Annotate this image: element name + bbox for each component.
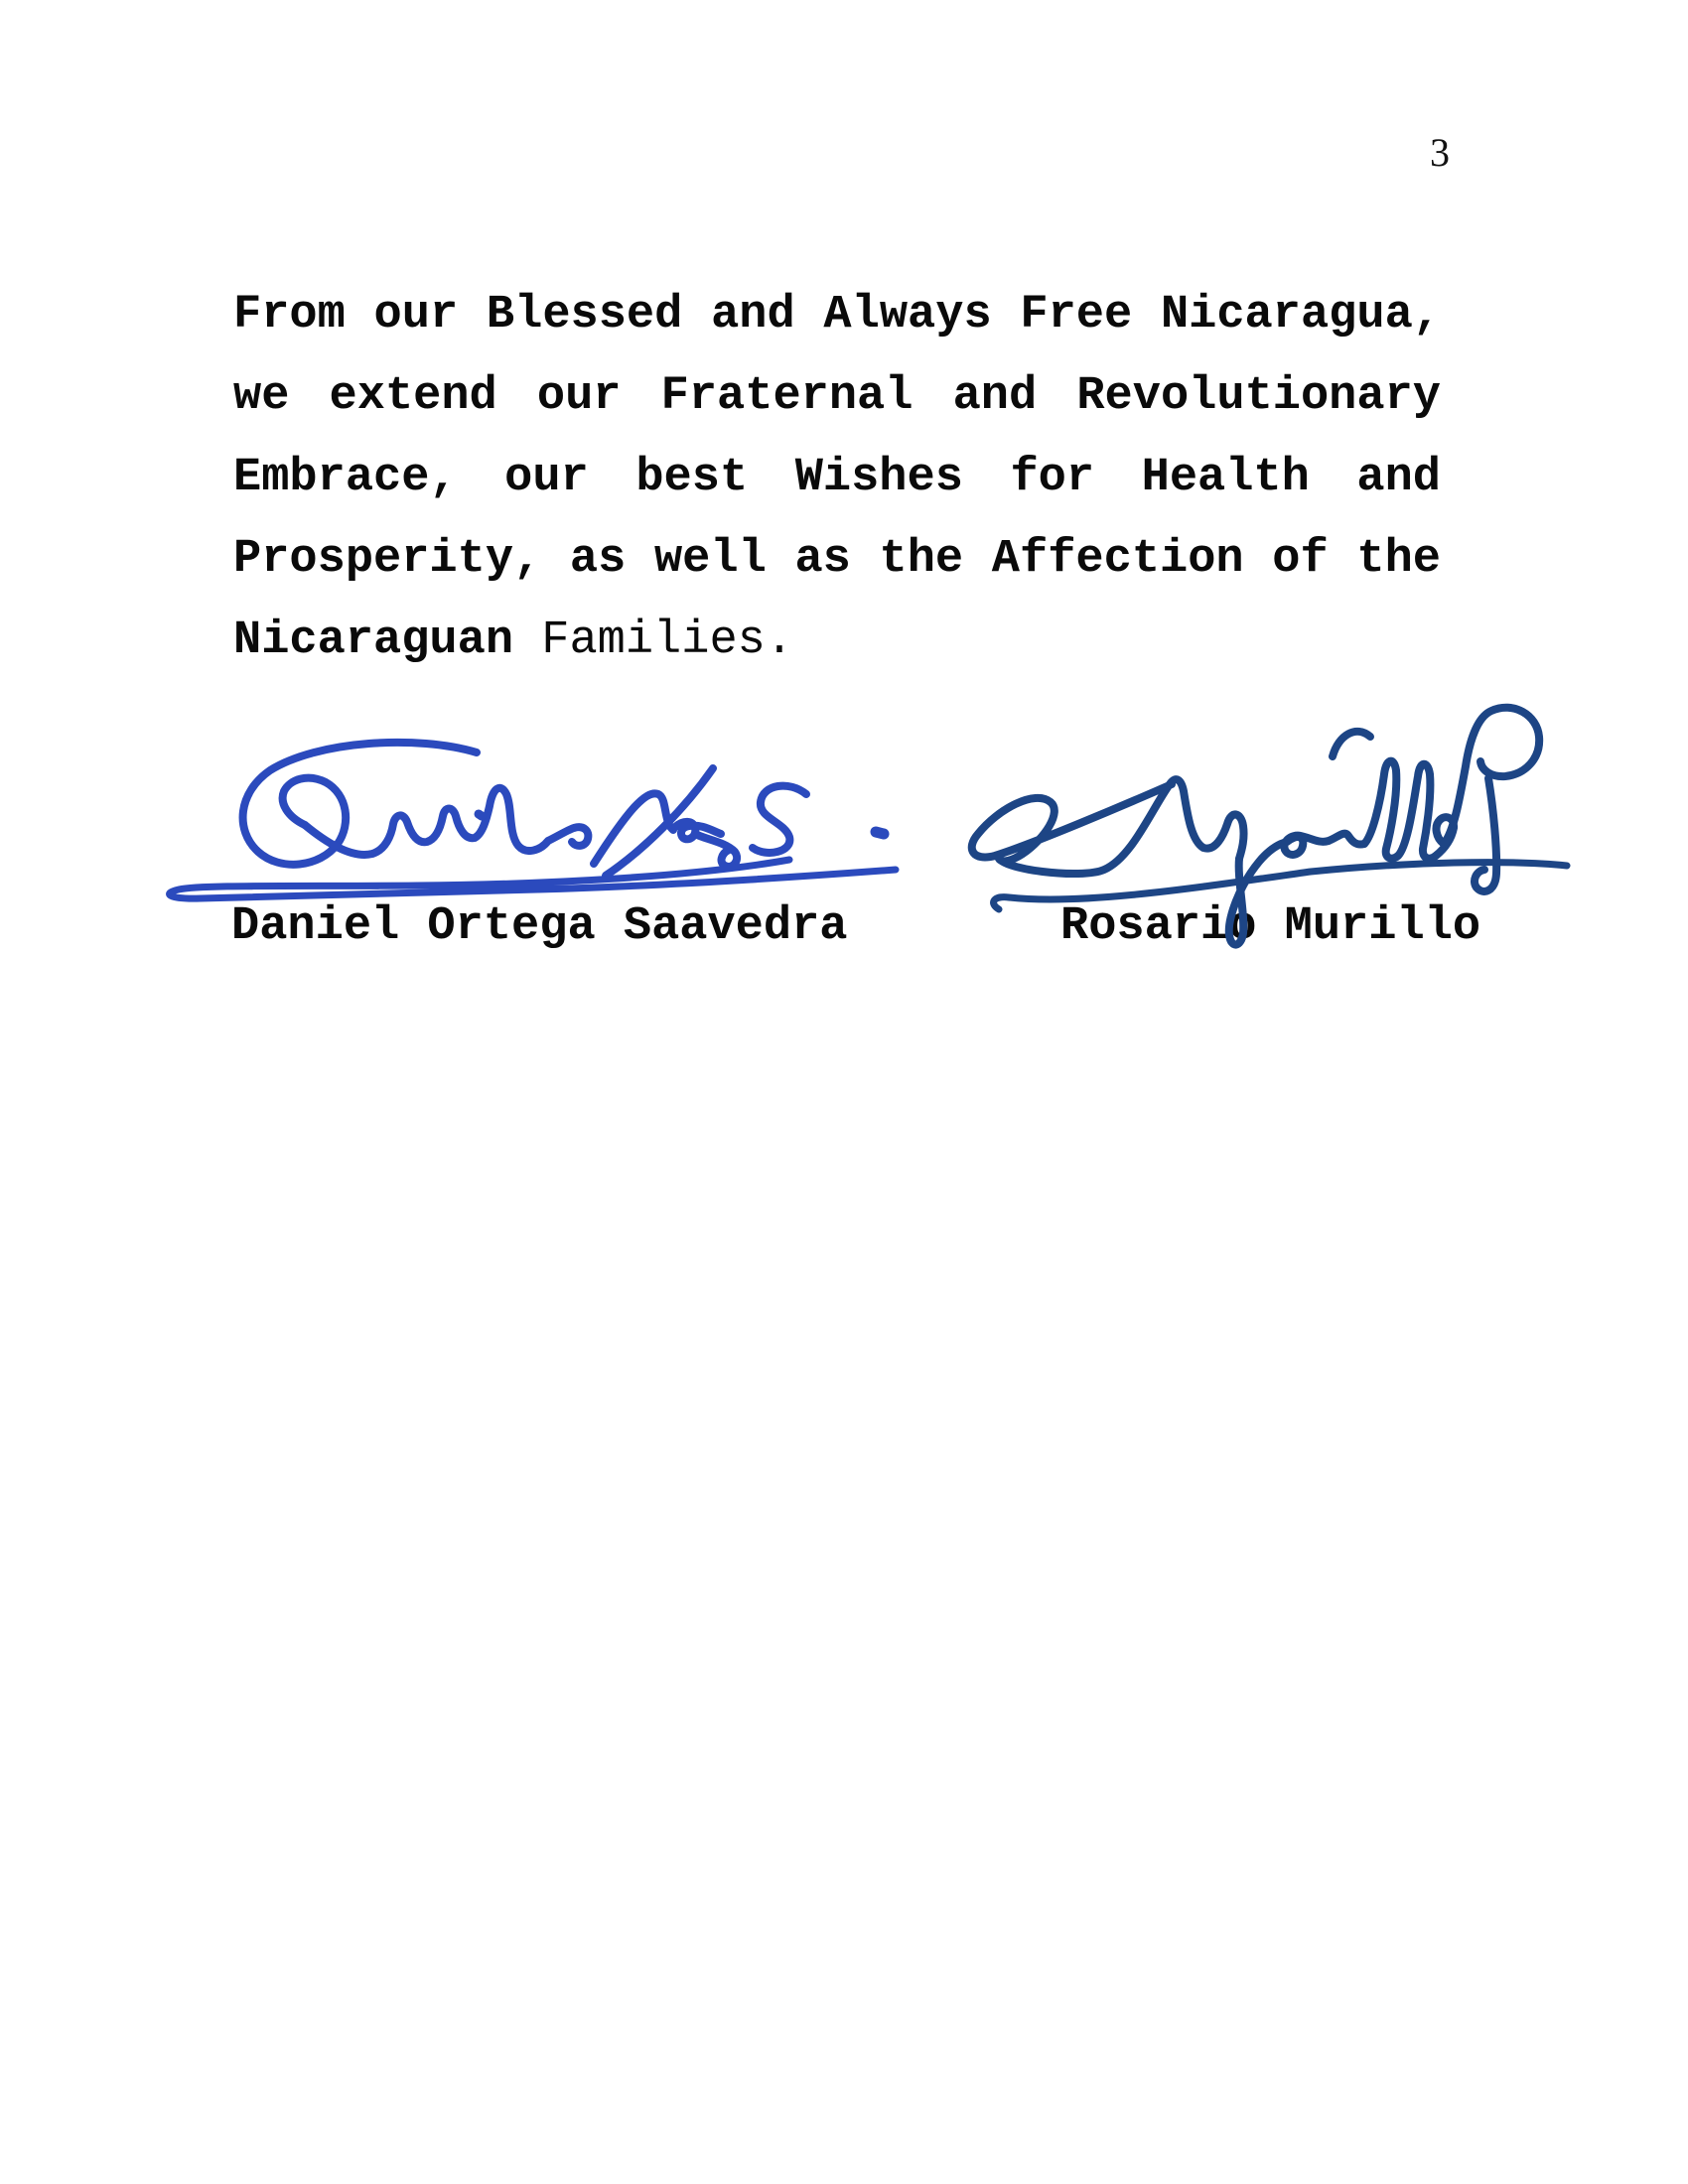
body-line: Prosperity, as well as the Affection of the bbox=[233, 533, 1441, 586]
daniel-ortega-signature-icon bbox=[159, 725, 923, 913]
page-number: 3 bbox=[1430, 130, 1450, 175]
rosario-murillo-signature-icon bbox=[943, 685, 1589, 973]
signatory-name-rosario-murillo: Rosario Murillo bbox=[1060, 900, 1481, 953]
last-line-regular-text: Families. bbox=[541, 614, 794, 667]
body-line: Embrace, our best Wishes for Health and bbox=[233, 452, 1441, 504]
last-line-bold-text: Nicaraguan bbox=[233, 614, 514, 667]
body-line-last bbox=[233, 601, 1441, 682]
letter-body bbox=[233, 275, 1441, 682]
body-line: From our Blessed and Always Free Nicaragua, bbox=[233, 289, 1441, 341]
signatory-name-daniel-ortega: Daniel Ortega Saavedra bbox=[231, 900, 848, 953]
body-line: we extend our Fraternal and Revolutionary bbox=[233, 370, 1441, 423]
